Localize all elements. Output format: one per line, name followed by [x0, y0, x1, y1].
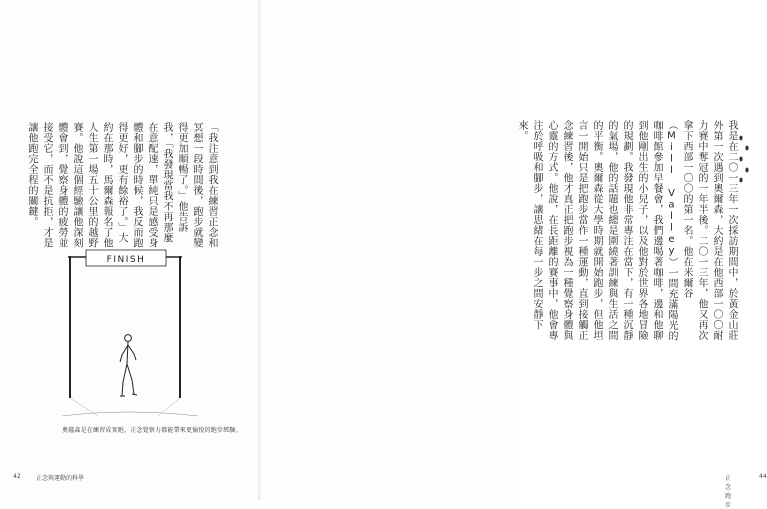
illustration-caption: 奧薩森是在練習成實跑，正念覺察力都能帶來更愉悅的跑步經驗。: [62, 427, 242, 434]
footprints-decoration-icon: [735, 132, 753, 184]
runner-figure: [120, 335, 137, 396]
left-body-text: [26, 122, 219, 252]
right-page: [261, 0, 767, 509]
left-paragraph: 「我注意到我在練習正念和冥想一段時間後，跑步就變得更加順暢了。」他告訴我，「我發現當我不再那麼在意配速，單純只是感受身體和腳步的時候，我反而跑得更好，更有餘裕了。」大約在那時，馬爾森報名了他人生第一場五十公里的越野賽。他說這個經驗讓他深刻體會到，覺察身體的疲勞並接受它，而不是抗拒，才是讓他跑完全程的關鍵。: [26, 122, 217, 248]
finish-banner-text: FINISH: [106, 255, 146, 265]
left-page: [0, 0, 259, 500]
right-body-text: [516, 120, 739, 346]
running-header-right: 正念跑步: [725, 475, 732, 509]
page-number-left: 42: [13, 473, 21, 480]
finish-line-illustration: [58, 248, 202, 422]
right-paragraph: 我是在二〇一三年一次採訪期間中，於黃金山莊外第一次遇到奧爾森，大約是在他西部一〇〇耐力賽中奪冠的一年半後。二〇一三年，他又再次拿下西部一〇〇的第一名。他在米爾谷（Mill Valley）一間充滿陽光的咖啡館參加早餐會，我們邊喝著咖啡，邊和他聊到他剛出生的小兒子，以及他對於世界各地冒險的規劃。我發現他非常專注在當下，有一種沉靜的氣場，他的話題也總是圍繞著訓練與生活之間的平衡。奧爾森從大學時期就開始跑步，但他坦言一開始只是把跑步當作一種運動，直到接觸正念練習後，他才真正把跑步視為一種覺察身體與心靈的方式。他說，在長距離的賽事中，他會專注於呼吸和腳步，讓思緒在每一步之間安靜下來。: [516, 120, 737, 341]
page-number-right: 44: [759, 473, 767, 480]
running-header-left: 正念與運動的科學: [36, 475, 85, 482]
